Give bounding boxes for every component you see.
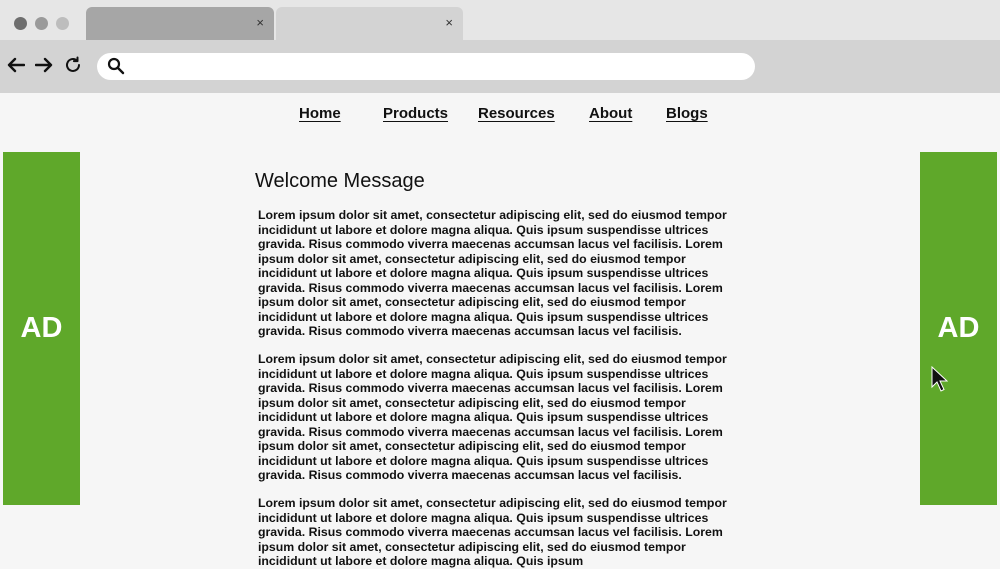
search-icon [107,57,125,80]
browser-toolbar [0,40,1000,93]
ad-banner-right[interactable] [920,152,997,505]
page-heading: Welcome Message [255,170,425,192]
reload-icon[interactable] [61,53,85,77]
nav-link-home[interactable]: Home [299,105,341,122]
tab-close-icon[interactable]: × [445,15,453,30]
mouse-cursor-icon [930,366,948,397]
back-arrow-icon[interactable] [4,53,28,77]
body-paragraph: Lorem ipsum dolor sit amet, consectetur adipiscing elit, sed do eiusmod tempor incididunt ut labore et dolore magna aliqua. Quis ipsum suspendisse ultrices gravida. Risus commodo viverra maecenas accumsan lacus vel facilisis. Lorem ipsum dolor sit amet, consectetur adipiscing elit, sed do eiusmod tempor incididunt ut labore et dolore magna aliqua. Quis ipsum suspendisse ultrices gravida. Risus commodo viverra maecenas accumsan lacus vel facilisis. Lorem ipsum dolor sit amet, consectetur adipiscing elit, sed do eiusmod tempor incididunt ut labore et dolore magna aliqua. Quis ipsum suspendisse ultrices gravida. Risus commodo viverra maecenas accumsan lacus vel facilisis. [258,208,727,338]
forward-arrow-icon[interactable] [32,53,56,77]
nav-link-about[interactable]: About [589,105,633,122]
window-close-button[interactable] [14,17,27,30]
nav-link-resources[interactable]: Resources [478,105,555,122]
ad-banner-left[interactable] [3,152,80,505]
nav-link-blogs[interactable]: Blogs [666,105,708,122]
ad-label: AD [20,312,63,344]
browser-tab-active[interactable] [86,7,274,40]
ad-label: AD [937,312,980,344]
body-paragraph: Lorem ipsum dolor sit amet, consectetur adipiscing elit, sed do eiusmod tempor incididunt ut labore et dolore magna aliqua. Quis ipsum suspendisse ultrices gravida. Risus commodo viverra maecenas accumsan lacus vel facilisis. Lorem ipsum dolor sit amet, consectetur adipiscing elit, sed do eiusmod tempor incididunt ut labore et dolore magna aliqua. Quis ipsum [258,496,727,568]
browser-tab[interactable] [276,7,463,40]
nav-link-products[interactable]: Products [383,105,449,122]
address-bar[interactable] [97,53,755,80]
body-paragraph: Lorem ipsum dolor sit amet, consectetur adipiscing elit, sed do eiusmod tempor incididunt ut labore et dolore magna aliqua. Quis ipsum suspendisse ultrices gravida. Risus commodo viverra maecenas accumsan lacus vel facilisis. Lorem ipsum dolor sit amet, consectetur adipiscing elit, sed do eiusmod tempor incididunt ut labore et dolore magna aliqua. Quis ipsum suspendisse ultrices gravida. Risus commodo viverra maecenas accumsan lacus vel facilisis. Lorem ipsum dolor sit amet, consectetur adipiscing elit, sed do eiusmod tempor incididunt ut labore et dolore magna aliqua. Quis ipsum suspendisse ultrices gravida. Risus commodo viverra maecenas accumsan lacus vel facilisis. [258,352,727,482]
address-input[interactable] [133,56,737,78]
window-minimize-button[interactable] [35,17,48,30]
window-maximize-button[interactable] [56,17,69,30]
browser-titlebar [0,0,1000,40]
tab-close-icon[interactable]: × [256,15,264,30]
